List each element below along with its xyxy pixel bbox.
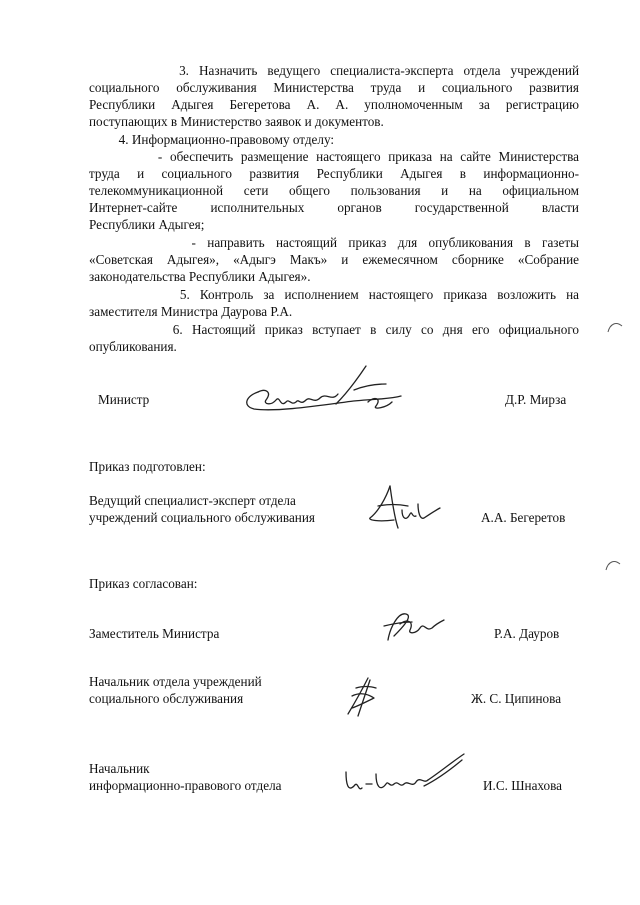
text-line: - направить настоящий приказ для опубликования в газеты (89, 235, 579, 250)
text-line: Республики Адыгея Бегеретова А. А. уполномоченным за регистрацию (89, 97, 579, 113)
dept-head-social-name: Ж. С. Ципинова (471, 691, 562, 706)
deputy-minister-position: Заместитель Министра (89, 626, 220, 641)
text-line: 4. Информационно-правовому отделу: (89, 132, 335, 147)
dept-head-legal-signature (340, 750, 470, 802)
text-line: социального обслуживания Министерства труда и социального развития (89, 80, 579, 96)
text-line: Республики Адыгея; (89, 217, 205, 233)
paragraph-4 (89, 131, 579, 148)
text-line: 3. Назначить ведущего специалиста-эксперта отдела учреждений (89, 63, 579, 78)
text-line: 5. Контроль за исполнением настоящего приказа возложить на (89, 287, 579, 302)
prepared-heading: Приказ подготовлен: (89, 459, 206, 474)
deputy-minister-signature (378, 604, 448, 646)
prepared-signature (364, 482, 444, 534)
minister-signature (236, 362, 406, 422)
dept-head-social-position-line2: социального обслуживания (89, 691, 244, 706)
text-line: 6. Настоящий приказ вступает в силу со дня его официального (89, 322, 579, 337)
paragraph-6 (89, 321, 579, 355)
minister-title: Министр (98, 392, 150, 407)
agreed-heading: Приказ согласован: (89, 576, 198, 591)
dept-head-legal-position-line1: Начальник (89, 761, 150, 776)
dept-head-social-position-line1: Начальник отдела учреждений (89, 674, 262, 689)
paragraph-4b (89, 234, 579, 285)
prepared-name: А.А. Бегеретов (481, 510, 566, 525)
text-line: Интернет-сайте исполнительных органов государственной власти (89, 200, 579, 216)
text-line: заместителя Министра Даурова Р.А. (89, 304, 293, 320)
text-line: законодательства Республики Адыгея». (89, 269, 311, 285)
text-line: опубликования. (89, 339, 177, 355)
text-line: «Советская Адыгея», «Адыгэ Макъ» и ежемесячном сборнике «Собрание (89, 252, 579, 268)
text-line: телекоммуникационной сети общего пользования и на официальном (89, 183, 579, 199)
paragraph-5 (89, 286, 579, 320)
scan-mark (604, 556, 622, 574)
scan-mark (606, 318, 624, 336)
paragraph-4a (89, 148, 579, 233)
deputy-minister-name: Р.А. Дауров (494, 626, 560, 641)
text-line: - обеспечить размещение настоящего приказа на сайте Министерства (89, 149, 579, 164)
dept-head-legal-name: И.С. Шнахова (483, 778, 563, 793)
paragraph-3 (89, 62, 579, 130)
prepared-position-line1: Ведущий специалист-эксперт отдела (89, 493, 296, 508)
dept-head-social-signature (340, 674, 386, 720)
minister-name: Д.Р. Мирза (505, 392, 567, 407)
text-line: труда и социального развития Республики Адыгея в информационно- (89, 166, 579, 182)
text-line: поступающих в Министерство заявок и документов. (89, 114, 384, 130)
prepared-position-line2: учреждений социального обслуживания (89, 510, 315, 525)
dept-head-legal-position-line2: информационно-правового отдела (89, 778, 282, 793)
